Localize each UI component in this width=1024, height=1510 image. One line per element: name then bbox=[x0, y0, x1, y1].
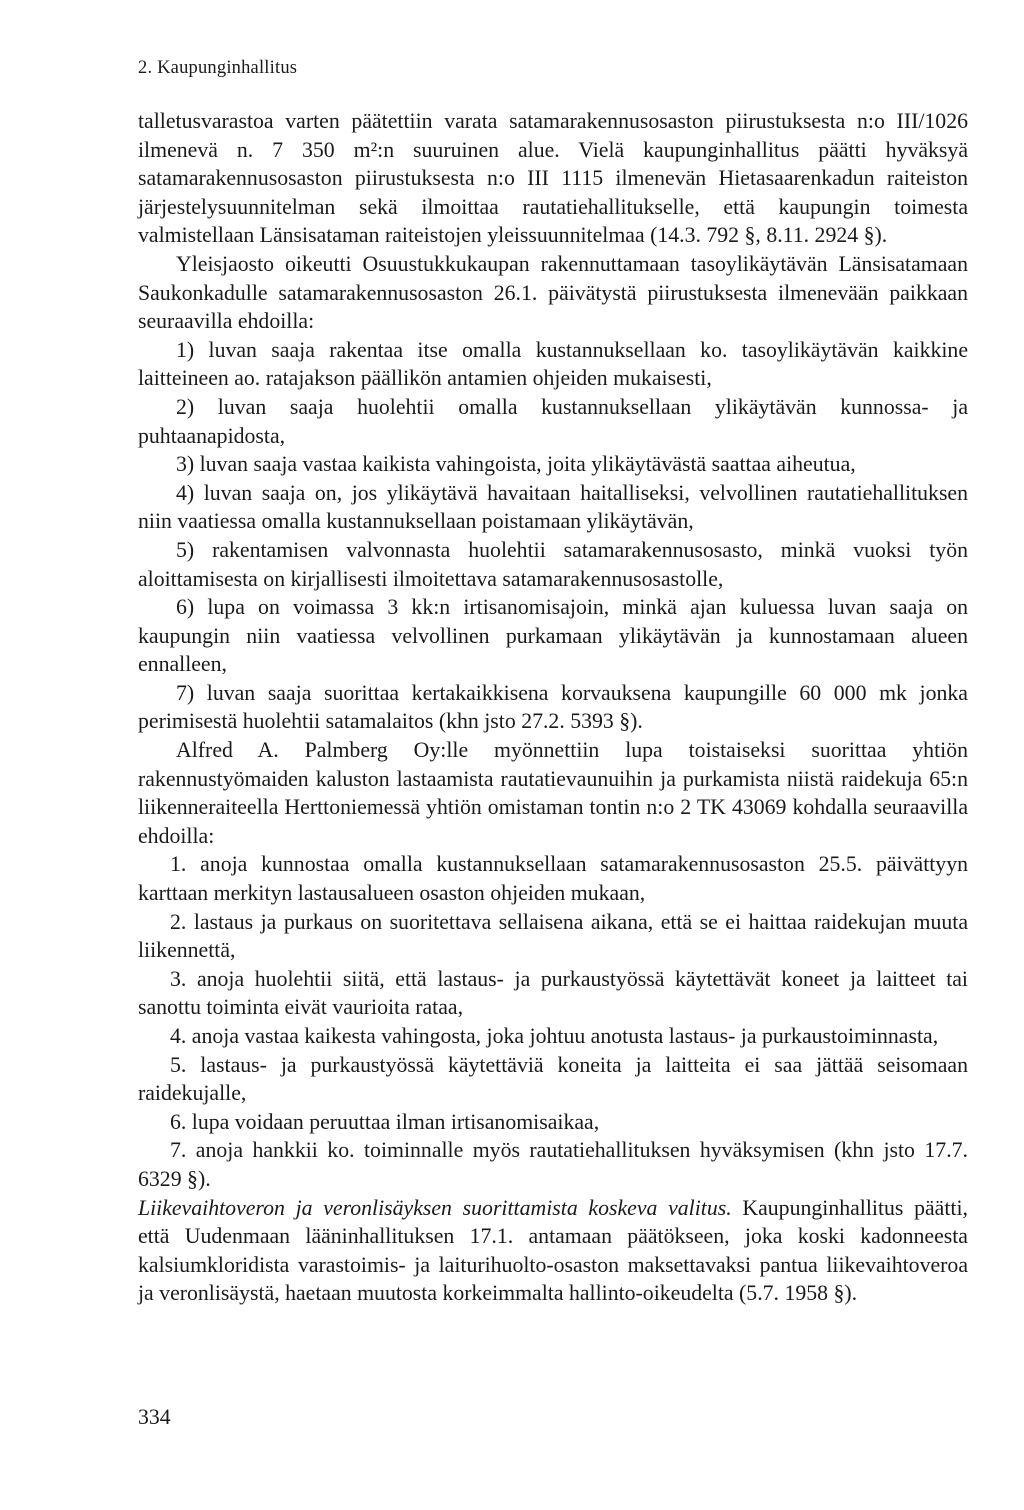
list-item: 5. lastaus- ja purkaustyössä käytettäviä koneita ja laitteita ei saa jättää seisomaan raidekujalle, bbox=[138, 1052, 968, 1106]
list-item: 2. lastaus ja purkaus on suoritettava sellaisena aikana, että se ei haittaa raidekujan muuta liikennettä, bbox=[138, 909, 968, 963]
list-item: 4. anoja vastaa kaikesta vahingosta, joka johtuu anotusta lastaus- ja purkaustoiminnasta, bbox=[170, 1024, 939, 1048]
body-text bbox=[138, 107, 968, 1308]
running-header: 2. Kaupunginhallitus bbox=[138, 58, 298, 78]
paragraph: Alfred A. Palmberg Oy:lle myönnettiin lupa toistaiseksi suorittaa yhtiön rakennustyömaiden kaluston lastaamista rautatievaunuihin ja purkamista niistä raidekuja 65:n liikenneraiteella Herttoniemessä yhtiön omistaman tontin n:o 2 TK 43069 kohdalla seuraavilla ehdoilla: bbox=[138, 738, 968, 848]
list-item: 5) rakentamisen valvonnasta huolehtii satamarakennusosasto, minkä vuoksi työn aloittamisesta on kirjallisesti ilmoitettava satamarakennusosastolle, bbox=[138, 537, 968, 591]
list-item: 6. lupa voidaan peruuttaa ilman irtisanomisaikaa, bbox=[170, 1109, 600, 1134]
paragraph: Yleisjaosto oikeutti Osuustukkukaupan rakennuttamaan tasoylikäytävän Länsisatamaan Saukonkadulle satamarakennusosaston 26.1. päivätystä piirustuksesta ilmenevään paikkaan seuraavilla ehdoilla: bbox=[138, 251, 968, 334]
final-paragraph bbox=[138, 1194, 968, 1308]
paragraph: talletusvarastoa varten päätettiin varata satamarakennusosaston piirustuksesta n:o III/1026 ilmenevä n. 7 350 m²:n suuruinen alue. Vielä kaupunginhallitus päätti hyväksyä satamarakennusosaston piirustuksesta n:o III 1115 ilmenevän Hietasaarenkadun raiteiston järjestelysuunnitelman sekä ilmoittaa rautatiehallitukselle, että kaupungin toimesta valmistellaan Länsisataman raiteistojen yleissuunnitelmaa (14.3. 792 §, 8.11. 2924 §). bbox=[138, 109, 968, 248]
list-item: 4) luvan saaja on, jos ylikäytävä havaitaan haitalliseksi, velvollinen rautatiehallituksen niin vaatiessa omalla kustannuksellaan poistamaan ylikäytävän, bbox=[138, 480, 968, 534]
list-item: 1. anoja kunnostaa omalla kustannuksellaan satamarakennusosaston 25.5. päivättyyn karttaan merkityn lastausalueen osaston ohjeiden mukaan, bbox=[138, 852, 968, 906]
list-item: 1) luvan saaja rakentaa itse omalla kustannuksellaan ko. tasoylikäytävän kaikkine laitteineen ao. ratajakson päällikön antamien ohjeiden mukaisesti, bbox=[138, 337, 968, 391]
list-item: 3. anoja huolehtii siitä, että lastaus- ja purkaustyössä käytettävät koneet ja laitteet tai sanottu toiminta eivät vaurioita rataa, bbox=[138, 966, 968, 1020]
list-item: 3) luvan saaja vastaa kaikista vahingoista, joita ylikäytävästä saattaa aiheutua, bbox=[176, 452, 856, 477]
list-item: 7. anoja hankkii ko. toiminnalle myös rautatiehallituksen hyväksymisen (khn jsto 17.7. 6329 §). bbox=[138, 1138, 968, 1191]
list-item: 6) lupa on voimassa 3 kk:n irtisanomisajoin, minkä ajan kuluessa luvan saaja on kaupungin niin vaatiessa velvollinen purkamaan ylikäytävän ja kunnostamaan alueen ennalleen, bbox=[138, 595, 968, 677]
document-page bbox=[138, 58, 968, 1308]
final-paragraph-text: Kaupunginhallitus päätti, että Uudenmaan lääninhallituksen 17.1. antamaan päätökseen, joka koski kadonneesta kalsiumkloridista varastoimis- ja laiturihuolto-osaston maksettavaksi pantua liikevaihtoveroa ja veronlisäystä, haetaan muutosta korkeimmalta hallinto-oikeudelta (5.7. 1958 §). bbox=[138, 1195, 968, 1306]
list-item: 2) luvan saaja huolehtii omalla kustannuksellaan ylikäytävän kunnossa- ja puhtaanapidosta, bbox=[138, 394, 968, 448]
page-number: 334 bbox=[138, 1405, 171, 1429]
list-item: 7) luvan saaja suorittaa kertakaikkisena korvauksena kaupungille 60 000 mk jonka perimisestä huolehtii satamalaitos (khn jsto 27.2. 5393 §). bbox=[138, 680, 968, 734]
section-heading-italic: Liikevaihtoveron ja veronlisäyksen suorittamista koskeva valitus. bbox=[138, 1195, 732, 1220]
